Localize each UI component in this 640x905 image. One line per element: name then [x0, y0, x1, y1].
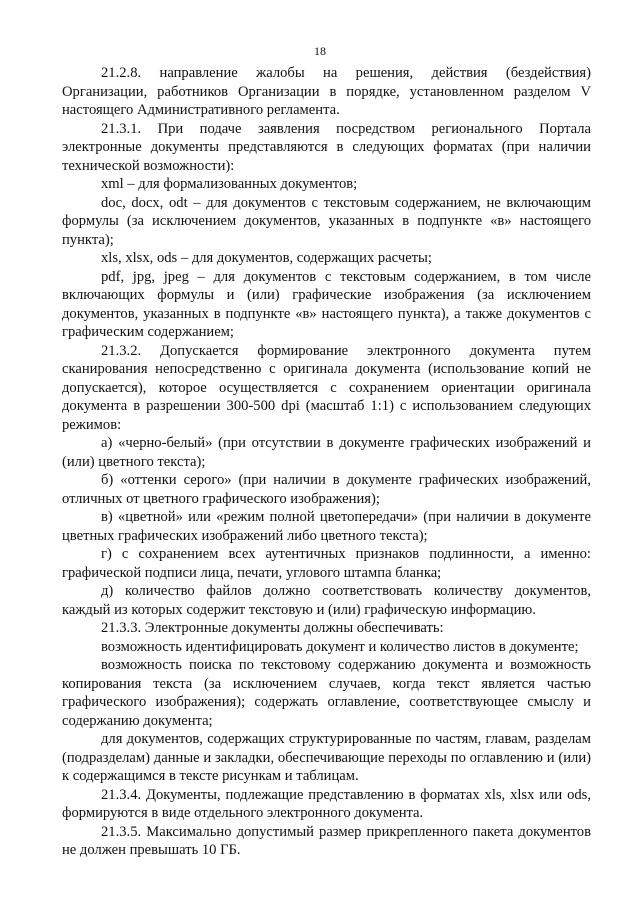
page-number: 18: [314, 44, 326, 58]
format-item-pdf: pdf, jpg, jpeg – для документов с текстовым содержанием, в том числе включающих формулы и (или) графические изображения (за исключением документов, указанных в подпункте «в» настоящего пункта), а также документов с графическим содержанием;: [62, 268, 591, 340]
paragraph-21-3-2: 21.3.2. Допускается формирование электронного документа путем сканирования непосредственно с оригинала документа (использование копий не допускается), которое осуществляется с сохранением ориентации оригинала документа в разрешении 300-500 dpi (масштаб 1:1) с использованием следующих режимов:: [62, 342, 591, 433]
scan-mode-item-b: б) «оттенки серого» (при наличии в документе графических изображений, отличных от цветного графического изображения);: [62, 472, 591, 507]
requirement-item-structured: для документов, содержащих структурированные по частям, главам, разделам (подразделам) данные и закладки, обеспечивающие переходы по оглавлению и (или) к содержащимся в тексте рисункам и таблицам.: [62, 731, 591, 784]
scan-mode-item-g: г) с сохранением всех аутентичных признаков подлинности, а именно: графической подписи лица, печати, углового штампа бланка;: [62, 546, 591, 581]
paragraph-21-3-3: 21.3.3. Электронные документы должны обеспечивать:: [101, 620, 444, 636]
format-item-doc: doc, docx, odt – для документов с текстовым содержанием, не включающим формулы (за исключением документов, указанных в подпункте «в» настоящего пункта);: [62, 194, 591, 248]
scan-mode-item-v: в) «цветной» или «режим полной цветопередачи» (при наличии в документе цветных графических изображений либо цветного текста);: [62, 509, 591, 544]
paragraph-21-3-4: 21.3.4. Документы, подлежащие представлению в форматах xls, xlsx или ods, формируются в виде отдельного электронного документа.: [62, 786, 591, 821]
format-item-xml: xml – для формализованных документов;: [101, 176, 358, 192]
format-item-xls: xls, xlsx, ods – для документов, содержащих расчеты;: [101, 250, 432, 266]
scan-mode-item-d: д) количество файлов должно соответствовать количеству документов, каждый из которых содержит текстовую и (или) графическую информацию.: [62, 583, 591, 618]
requirement-item-search: возможность поиска по текстовому содержанию документа и возможность копирования текста (за исключением случаев, когда текст является частью графического изображения); содержать оглавление, соответствующее смыслу и содержанию документа;: [62, 657, 591, 729]
paragraph-21-3-1: 21.3.1. При подаче заявления посредством регионального Портала электронные документы представляются в следующих форматах (при наличии технической возможности):: [62, 120, 591, 174]
paragraph-21-2-8: 21.2.8. направление жалобы на решения, действия (бездействия) Организации, работников Организации в порядке, установленном разделом V настоящего Административного регламента.: [62, 65, 591, 118]
scan-mode-item-a: а) «черно-белый» (при отсутствии в документе графических изображений и (или) цветного текста);: [62, 435, 591, 470]
document-body: [62, 64, 591, 860]
requirement-item-identify: возможность идентифицировать документ и количество листов в документе;: [101, 638, 579, 655]
paragraph-21-3-5: 21.3.5. Максимально допустимый размер прикрепленного пакета документов не должен превышать 10 ГБ.: [62, 823, 591, 858]
